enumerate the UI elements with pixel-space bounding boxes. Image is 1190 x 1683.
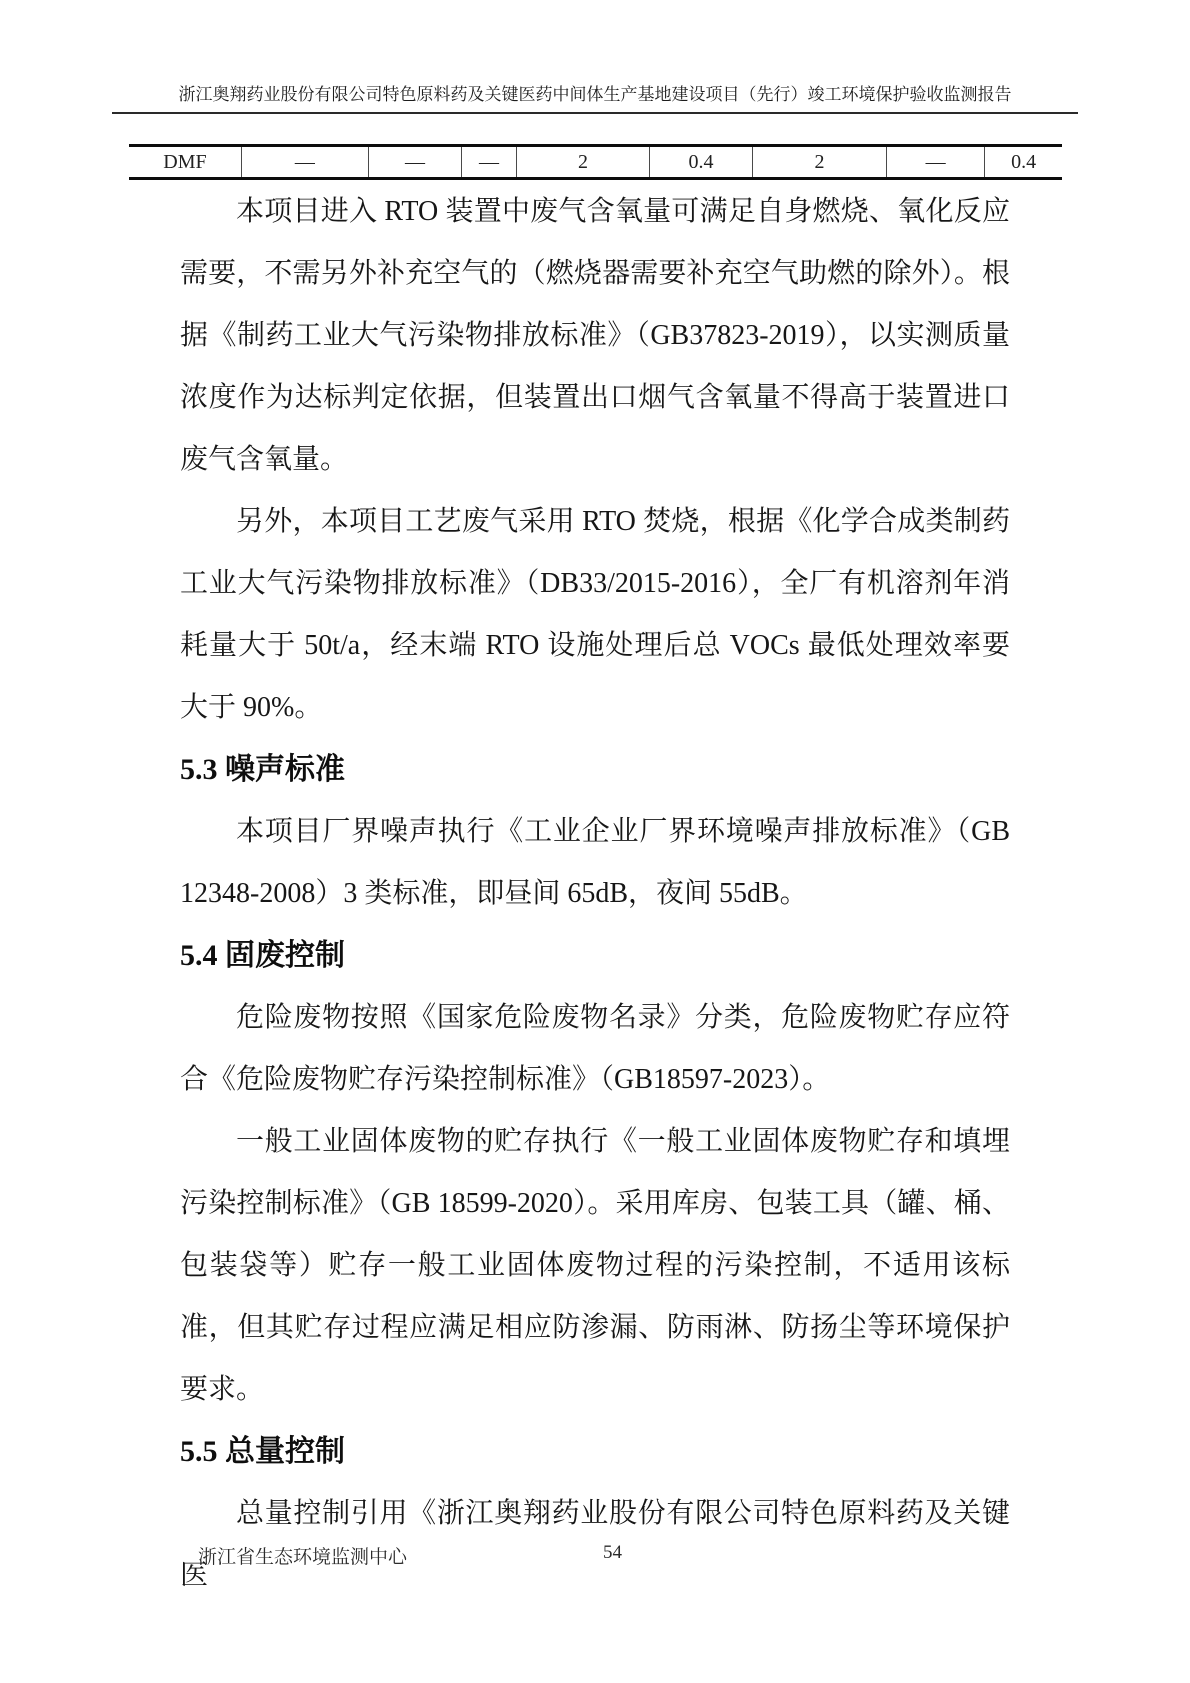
paragraph-general-waste: 一般工业固体废物的贮存执行《一般工业固体废物贮存和填埋污染控制标准》（GB 18599-2020）。采用库房、包装工具（罐、桶、包装袋等）贮存一般工业固体废物过程的污染控制，不适用该标准，但其贮存过程应满足相应防渗漏、防雨淋、防扬尘等环境保护要求。 bbox=[180, 1126, 1010, 1405]
footer-organization: 浙江省生态环境监测中心 bbox=[198, 1547, 408, 1568]
table-cell: 2 bbox=[516, 146, 649, 179]
continued-data-table bbox=[129, 144, 1062, 180]
table-cell-substance: DMF bbox=[163, 150, 207, 173]
running-header: 浙江奥翔药业股份有限公司特色原料药及关键医药中间体生产基地建设项目（先行）竣工环境保护验收监测报告 bbox=[112, 82, 1078, 114]
paragraph-hazardous-waste: 危险废物按照《国家危险废物名录》分类，危险废物贮存应符合《危险废物贮存污染控制标准》（GB18597-2023）。 bbox=[180, 1002, 1010, 1095]
paragraph-rto-oxygen: 本项目进入 RTO 装置中废气含氧量可满足自身燃烧、氧化反应需要，不需另外补充空气的（燃烧器需要补充空气助燃的除外）。根据《制药工业大气污染物排放标准》（GB37823-2019），以实测质量浓度作为达标判定依据，但装置出口烟气含氧量不得高于装置进口废气含氧量。 bbox=[180, 196, 1010, 475]
table-cell: 0.4 bbox=[650, 146, 753, 179]
table-cell: 0.4 bbox=[985, 146, 1062, 179]
table-row bbox=[129, 146, 1062, 179]
table-cell: 2 bbox=[752, 146, 886, 179]
paragraph-noise-standard: 本项目厂界噪声执行《工业企业厂界环境噪声排放标准》（GB 12348-2008）3 类标准，即昼间 65dB，夜间 55dB。 bbox=[180, 816, 1010, 909]
paragraph-rto-vocs: 另外，本项目工艺废气采用 RTO 焚烧，根据《化学合成类制药工业大气污染物排放标准》（DB33/2015-2016），全厂有机溶剂年消耗量大于 50t/a，经末端 RTO 设施处理后总 VOCs 最低处理效率要大于 90%。 bbox=[180, 506, 1010, 723]
section-heading-5-3: 5.3 噪声标准 bbox=[180, 753, 345, 786]
table-cell: — bbox=[241, 146, 368, 179]
body-content bbox=[180, 181, 1010, 1607]
table-cell: — bbox=[368, 146, 462, 179]
table-cell: — bbox=[462, 146, 517, 179]
page-number: 54 bbox=[603, 1542, 622, 1563]
section-heading-5-5: 5.5 总量控制 bbox=[180, 1435, 345, 1468]
section-heading-5-4: 5.4 固废控制 bbox=[180, 939, 345, 972]
table-cell: — bbox=[887, 146, 985, 179]
paragraph-total-control: 总量控制引用《浙江奥翔药业股份有限公司特色原料药及关键医 bbox=[180, 1498, 1010, 1591]
